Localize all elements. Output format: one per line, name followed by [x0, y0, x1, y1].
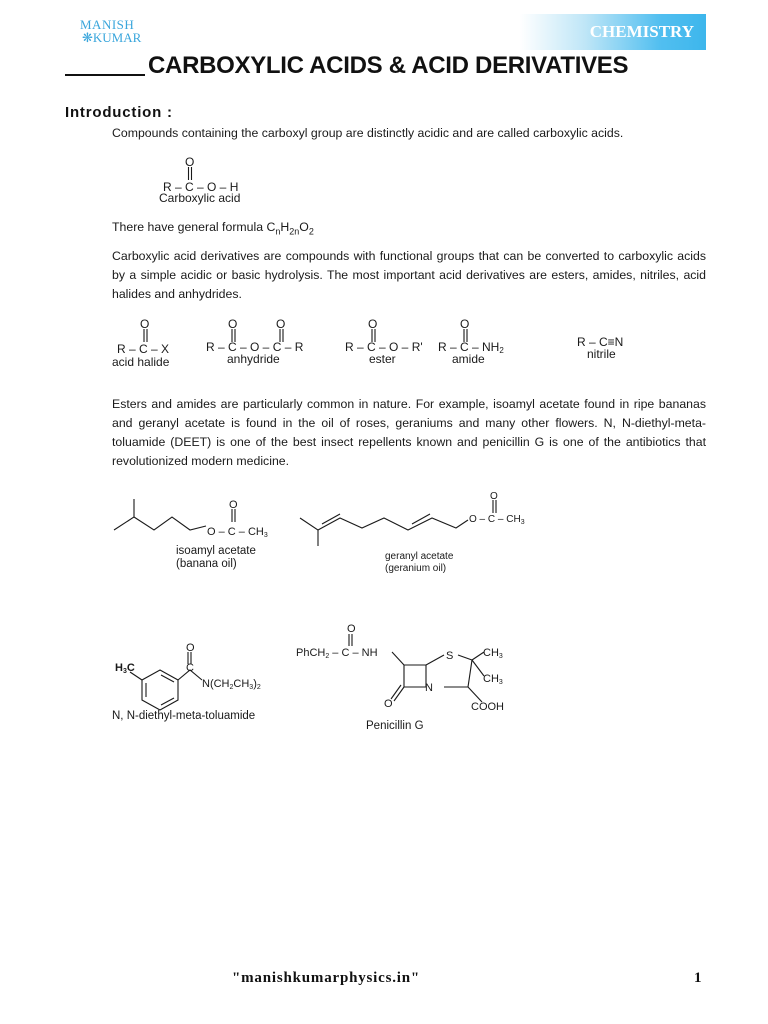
penicillin-label: Penicillin G — [366, 720, 424, 732]
isoamyl-oxygen: O — [229, 499, 238, 511]
carboxylic-label: Carboxylic acid — [159, 191, 241, 205]
subject-label: CHEMISTRY — [589, 22, 694, 41]
penicillin-nitrogen: N — [425, 682, 433, 694]
page-number: 1 — [694, 970, 702, 986]
ester-oxygen: O — [368, 317, 378, 331]
penicillin-side-chain: PhCH2 – C – NH — [296, 647, 378, 660]
anhydride-label: anhydride — [227, 352, 280, 366]
nitrile-label: nitrile — [587, 347, 616, 361]
nature-paragraph: Esters and amides are particularly common in nature. For example, isoamyl acetate found in ripe bananas and geranyl acetate is found in the oil of roses, geraniums and many other flowers. N, N-diethyl-meta-toluamide (DEET) is one of the best insect repellents known and penicillin G is one of the antibiotics that revolutionized modern medicine. — [112, 397, 706, 468]
deet-methyl: H3C — [115, 662, 135, 675]
deet-oxygen: O — [186, 642, 195, 654]
anhydride-oxygen-1: O — [228, 317, 238, 331]
carboxylic-formula: R – C – O – H — [163, 180, 239, 194]
footer-site: "manishkumarphysics.in" — [232, 970, 421, 986]
geranyl-label: geranyl acetate — [385, 551, 454, 562]
deet-carbon: C — [186, 662, 194, 674]
penicillin-methyl-2: CH3 — [483, 673, 503, 686]
page-title: CARBOXYLIC ACIDS & ACID DERIVATIVES — [148, 52, 629, 79]
acid-halide-formula: R – C – X — [117, 342, 170, 356]
acid-halide-oxygen: O — [140, 317, 150, 331]
isoamyl-label: isoamyl acetate — [176, 545, 256, 557]
amide-formula: R – C – NH2 — [438, 340, 504, 355]
acid-halide-label: acid halide — [112, 355, 170, 369]
anhydride-oxygen-2: O — [276, 317, 286, 331]
deet-amine: N(CH2CH3)2 — [202, 678, 261, 691]
ester-formula: R – C – O – R' — [345, 340, 423, 354]
ester-label: ester — [369, 352, 396, 366]
carboxylic-oxygen: O — [185, 155, 195, 169]
derivatives-paragraph: Carboxylic acid derivatives are compounds with functional groups that can be converted to carboxylic acids by a simple acidic or basic hydrolysis. The most important acid derivatives are esters, amides, nitriles, acid halides and anhydrides. — [112, 249, 706, 301]
penicillin-carboxyl: COOH — [471, 701, 504, 713]
nitrile-formula: R – C≡N — [577, 335, 624, 349]
geranyl-oxygen: O — [490, 491, 498, 502]
geranyl-ester-group: O – C – $CH_3$ — [469, 514, 525, 526]
amide-label: amide — [452, 352, 485, 366]
logo-line-1: MANISH — [80, 17, 135, 32]
logo-line-2: ❋KUMAR — [82, 30, 142, 45]
isoamyl-ester-group: O – C – CH3 — [207, 526, 268, 539]
geranyl-sublabel: (geranium oil) — [385, 563, 447, 574]
penicillin-oxygen: O — [347, 623, 356, 635]
general-formula-line: There have general formula $C_nH_{2n}O_2$ — [112, 220, 314, 237]
amide-oxygen: O — [460, 317, 470, 331]
penicillin-methyl-1: CH3 — [483, 647, 503, 660]
anhydride-formula: R – C – O – C – R — [206, 340, 304, 354]
isoamyl-sublabel: (banana oil) — [176, 558, 237, 570]
penicillin-sulfur: S — [446, 650, 454, 662]
intro-paragraph: Compounds containing the carboxyl group are distinctly acidic and are called carboxylic acids. — [112, 126, 624, 140]
deet-label: N, N-diethyl-meta-toluamide — [112, 710, 256, 722]
section-heading: Introduction : — [65, 104, 173, 121]
penicillin-carbonyl-oxygen: O — [384, 698, 393, 710]
